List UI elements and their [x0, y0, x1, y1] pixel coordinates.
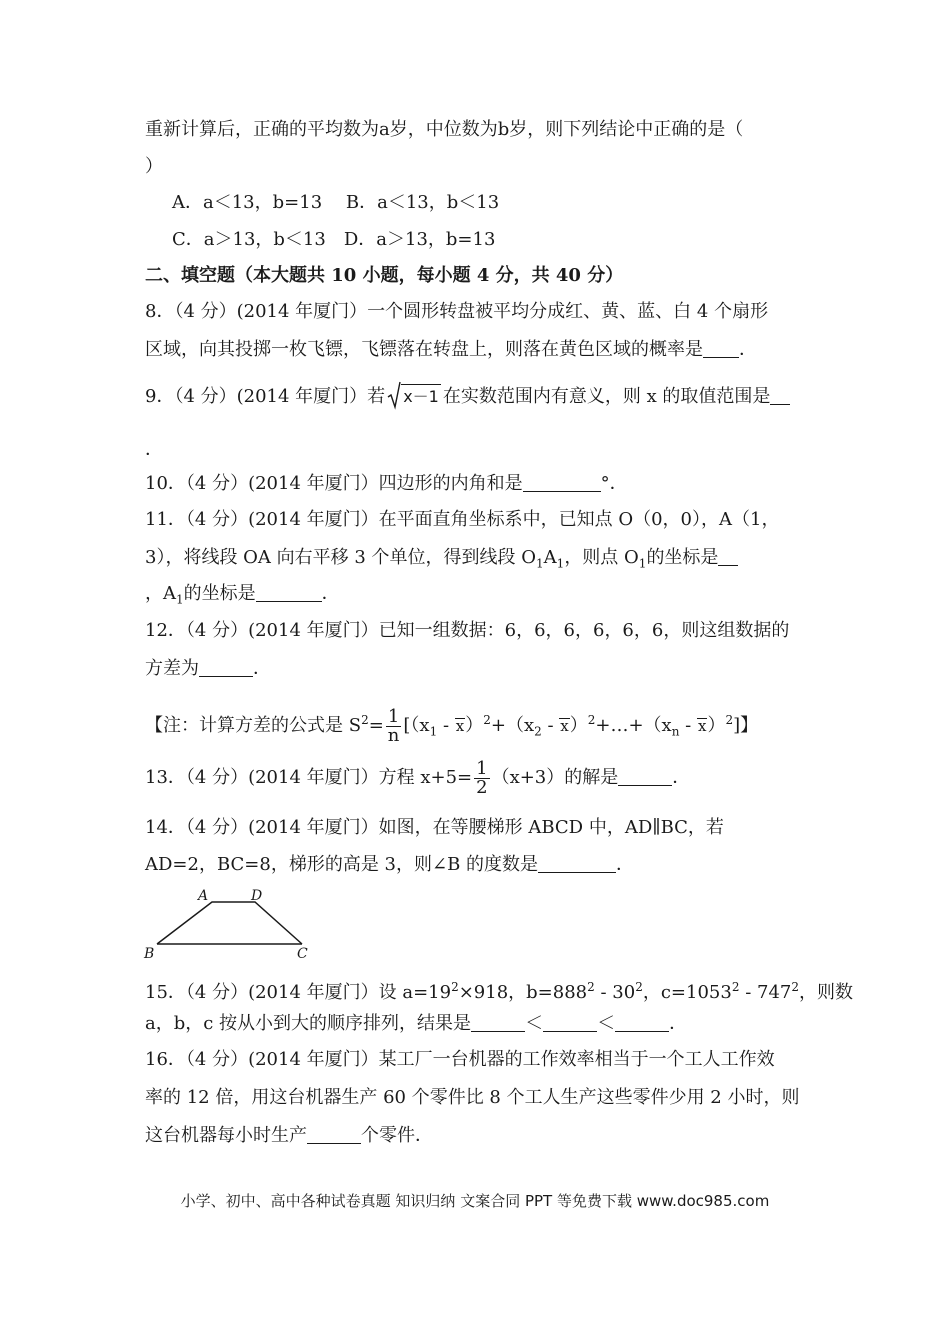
note-text: ]】 [733, 715, 759, 736]
q11-line1: 11．（4 分）(2014 年厦门）在平面直角坐标系中，已知点 O（0，0），A（1， [145, 509, 780, 530]
answer-blank [718, 547, 738, 566]
q14-line1: 14．（4 分）(2014 年厦门）如图，在等腰梯形 ABCD 中，AD∥BC，若 [145, 817, 724, 838]
q14-text: AD=2，BC=8，梯形的高是 3，则∠B 的度数是 [145, 854, 539, 875]
q8-text: 区域，向其投掷一枚飞镖，飞镖落在转盘上，则落在黄色区域的概率是 [145, 339, 703, 360]
q11-text: ，A [145, 583, 176, 604]
q16-text: 这台机器每小时生产 [145, 1125, 307, 1146]
vertex-label-c: C [297, 946, 308, 962]
subscript: 2 [534, 724, 542, 739]
fraction-numerator: 1 [476, 757, 488, 779]
q8-period: ． [739, 339, 757, 360]
radicand: x－1 [401, 384, 441, 409]
q16-text: 个零件． [361, 1125, 433, 1146]
superscript: 2 [791, 980, 799, 994]
q13-line [145, 758, 690, 798]
fraction-numerator: 1 [386, 708, 402, 727]
q15-line2 [145, 1012, 687, 1036]
sqrt-expression [387, 384, 441, 409]
q11-text: ，则点 O [564, 547, 639, 568]
superscript: 2 [483, 713, 491, 727]
fraction-denominator: 2 [476, 776, 488, 798]
answer-blank [471, 1013, 525, 1032]
note-text: ） [569, 715, 588, 736]
vertex-label-b: B [144, 946, 155, 962]
q11-period: ． [321, 583, 340, 604]
note-text: = [368, 715, 384, 736]
subscript: 1 [556, 556, 565, 571]
subscript: 1 [536, 556, 544, 571]
q15-period: ． [669, 1013, 688, 1034]
note-text: - [679, 715, 697, 736]
note-text: - [437, 715, 455, 736]
mean-symbol: x [455, 717, 465, 735]
q9-text-post: 在实数范围内有意义，则 x 的取值范围是 [442, 386, 771, 407]
mean-symbol: x [697, 717, 707, 735]
q11-text: A [543, 547, 557, 568]
superscript: 2 [725, 713, 734, 727]
q14-period: ． [616, 854, 635, 875]
q16-line3 [145, 1124, 433, 1148]
q8-line1: 8．（4 分）(2014 年厦门）一个圆形转盘被平均分成红、黄、蓝、白 4 个扇形 [145, 301, 769, 322]
superscript: 2 [731, 980, 740, 994]
note-text: +（x [490, 715, 535, 736]
q10-line [145, 472, 628, 496]
q9-line1 [145, 384, 790, 409]
less-than: ＜ [525, 1013, 544, 1034]
q11-text: 的坐标是 [183, 583, 256, 604]
answer-blank [538, 854, 616, 873]
note-text: 【注：计算方差的公式是 S [145, 715, 362, 736]
subscript: 1 [429, 724, 438, 739]
q12-text: 方差为 [145, 658, 199, 679]
superscript: 2 [587, 713, 596, 727]
q12-period: ． [253, 658, 271, 679]
q15-text: 15．（4 分）(2014 年厦门）设 a=19 [145, 982, 452, 1003]
answer-blank [256, 583, 322, 602]
answer-blank [703, 339, 739, 358]
page-footer: 小学、初中、高中各种试卷真题 知识归纳 文案合同 PPT 等免费下载 www.doc985.com [180, 1192, 770, 1210]
note-text: [（x [403, 715, 430, 736]
section-title: 二、填空题（本大题共 10 小题，每小题 4 分，共 40 分） [145, 265, 624, 286]
fraction-1-over-n [386, 705, 402, 746]
q15-line1 [145, 975, 853, 1005]
q16-line2: 率的 12 倍，用这台机器生产 60 个零件比 8 个工人生产这些零件少用 2 小时，则 [145, 1087, 800, 1108]
q11-text: 3），将线段 OA 向右平移 3 个单位，得到线段 O [145, 547, 537, 568]
subscript: 1 [176, 592, 184, 607]
answer-blank [199, 658, 253, 677]
vertex-label-d: D [251, 888, 263, 904]
q8-line2 [145, 338, 757, 362]
note-text: - [541, 715, 560, 736]
superscript: 2 [361, 713, 369, 727]
answer-blank [618, 767, 672, 786]
q15-text: - 747 [739, 982, 792, 1003]
q7-options-cd: C．a＞13，b＜13 D．a＞13，b=13 [172, 229, 496, 250]
fraction-denominator: n [387, 724, 400, 746]
superscript: 2 [587, 980, 595, 994]
answer-blank [770, 386, 790, 405]
q15-text: ，则数 [799, 982, 853, 1003]
q10-text: 10．（4 分）(2014 年厦门）四边形的内角和是 [145, 473, 523, 494]
superscript: 2 [451, 980, 459, 994]
q15-text: a，b，c 按从小到大的顺序排列，结果是 [145, 1013, 472, 1034]
subscript: n [671, 724, 680, 739]
q11-line3 [145, 582, 340, 612]
fraction-1-over-2 [474, 757, 489, 798]
answer-blank [307, 1125, 361, 1144]
note-text: ） [707, 715, 726, 736]
note-text: ） [465, 715, 484, 736]
vertex-label-a: A [198, 888, 209, 904]
q7-options-ab: A．a＜13，b=13 B．a＜13，b＜13 [172, 192, 500, 213]
q15-text: ，c=1053 [642, 982, 732, 1003]
less-than: ＜ [597, 1013, 616, 1034]
trapezoid-figure [140, 884, 320, 964]
answer-blank [523, 473, 601, 492]
q16-line1: 16．（4 分）(2014 年厦门）某工厂一台机器的工作效率相当于一个工人工作效 [145, 1049, 775, 1070]
superscript: 2 [635, 980, 643, 994]
q10-suffix: °． [600, 473, 628, 494]
q11-line2 [145, 546, 738, 576]
answer-blank [543, 1013, 597, 1032]
note-text: +…+（x [595, 715, 672, 736]
variance-note [145, 700, 758, 752]
q12-line1: 12．（4 分）(2014 年厦门）已知一组数据：6，6，6，6，6，6，则这组数据的 [145, 620, 790, 641]
mean-symbol: x [560, 717, 569, 735]
q13-period: ． [672, 767, 691, 788]
q7-line1: 重新计算后，正确的平均数为a岁，中位数为b岁，则下列结论中正确的是（ [145, 119, 744, 140]
q13-text: 13．（4 分）(2014 年厦门）方程 x+5= [145, 767, 473, 788]
q11-text: 的坐标是 [646, 547, 719, 568]
answer-blank [615, 1013, 669, 1032]
subscript: 1 [638, 556, 647, 571]
q15-text: - 30 [594, 982, 636, 1003]
q14-line2 [145, 853, 634, 877]
q9-text-pre: 9．（4 分）(2014 年厦门）若 [145, 386, 386, 407]
q9-line2: ． [145, 439, 163, 460]
q13-text: （x+3）的解是 [491, 767, 619, 788]
q7-line2: ） [145, 156, 163, 177]
q12-line2 [145, 657, 271, 681]
q15-text: ×918，b=888 [458, 982, 588, 1003]
